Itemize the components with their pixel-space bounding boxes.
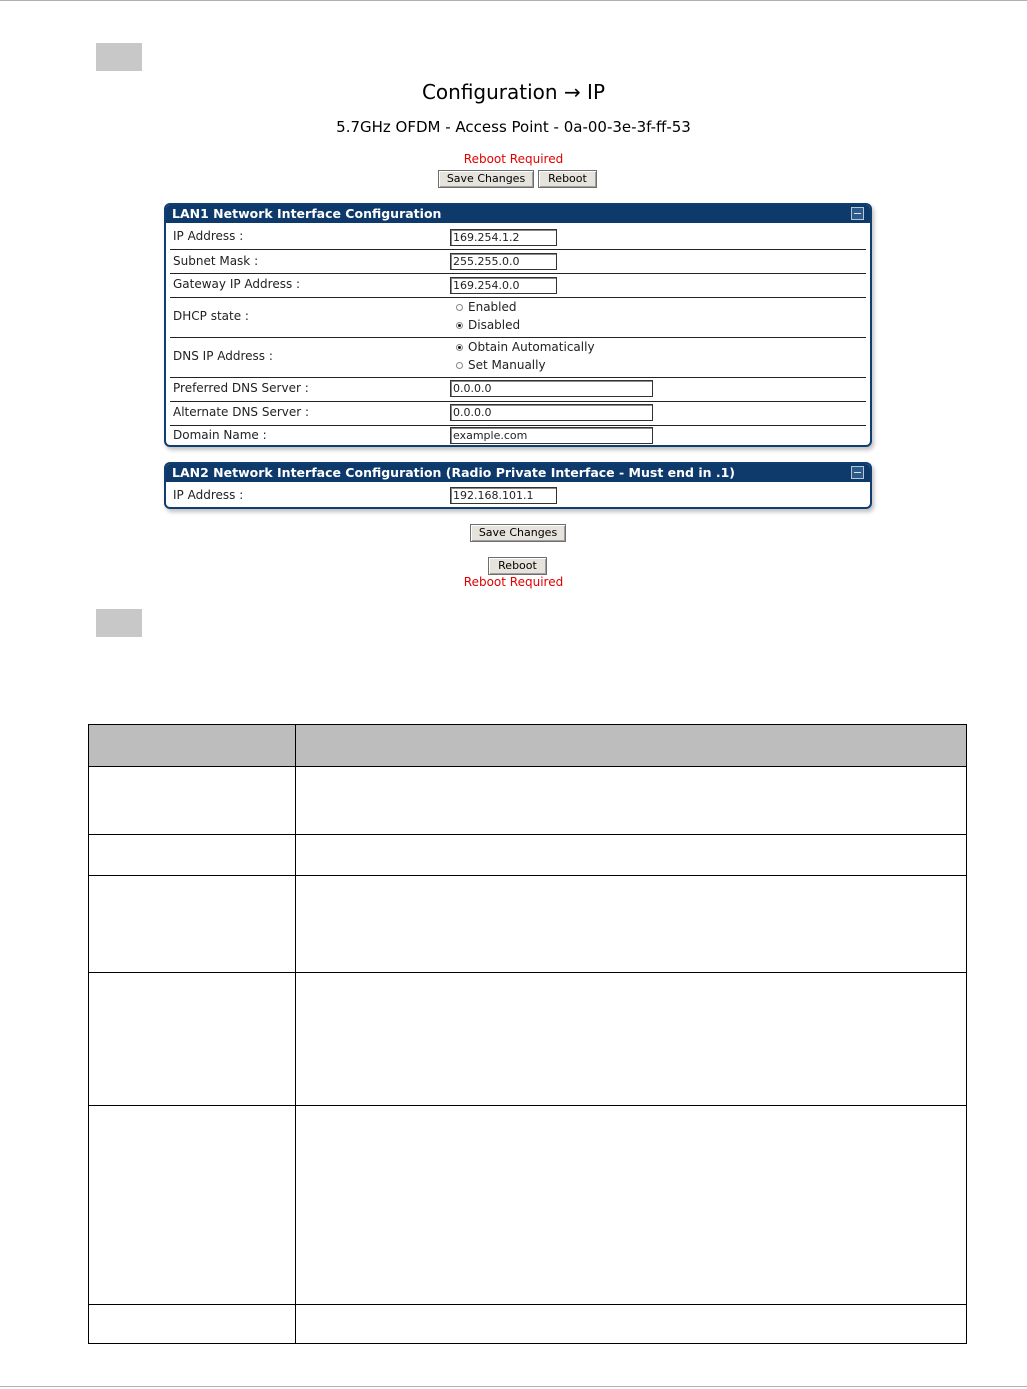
reboot-required-notice-bottom: Reboot Required: [463, 575, 564, 589]
domain-name-label: Domain Name :: [173, 428, 267, 442]
collapse-icon[interactable]: [851, 207, 864, 220]
table-cell: [89, 767, 296, 835]
radio-unchecked-icon: [456, 304, 463, 311]
reboot-required-notice-top: Reboot Required: [463, 152, 564, 166]
reboot-button-bottom[interactable]: Reboot: [488, 557, 547, 575]
table-row: [89, 835, 967, 876]
collapse-icon[interactable]: [851, 466, 864, 479]
lan1-dhcp-label: DHCP state :: [173, 309, 249, 323]
table-cell: [89, 876, 296, 973]
lan2-config-panel: [164, 462, 872, 509]
lan1-panel-header: [166, 205, 870, 223]
table-row: [89, 876, 967, 973]
lan2-panel-title: LAN2 Network Interface Configuration (Radio Private Interface - Must end in .1): [172, 465, 736, 480]
radio-unchecked-icon: [456, 362, 463, 369]
lan1-ip-label: IP Address :: [173, 229, 244, 243]
table-row: [89, 767, 967, 835]
lan1-alt-dns-row: [170, 402, 866, 426]
dns-auto-radio[interactable]: Obtain Automatically: [456, 340, 595, 354]
lan1-subnet-row: [170, 250, 866, 274]
step-marker-1: [96, 43, 142, 71]
lan1-gateway-row: [170, 274, 866, 298]
radio-checked-icon: [456, 344, 463, 351]
save-changes-button-bottom[interactable]: Save Changes: [470, 524, 566, 542]
dhcp-enabled-radio[interactable]: Enabled: [456, 300, 517, 314]
alt-dns-label: Alternate DNS Server :: [173, 405, 310, 419]
pref-dns-label: Preferred DNS Server :: [173, 381, 309, 395]
lan1-gateway-input[interactable]: 169.254.0.0: [450, 277, 557, 294]
table-row: [89, 973, 967, 1106]
lan1-dhcp-row: [170, 298, 866, 338]
table-cell: [296, 973, 967, 1106]
radio-checked-icon: [456, 322, 463, 329]
lan1-pref-dns-row: [170, 378, 866, 402]
table-cell: [89, 1305, 296, 1344]
lan1-domain-row: [170, 426, 866, 445]
dhcp-disabled-radio[interactable]: Disabled: [456, 318, 520, 332]
bottom-divider: [0, 1386, 1027, 1387]
lan2-ip-row: [170, 485, 866, 506]
lan1-panel-title: LAN1 Network Interface Configuration: [172, 206, 442, 221]
table-cell: [296, 767, 967, 835]
lan1-subnet-label: Subnet Mask :: [173, 254, 259, 268]
table-cell: [296, 835, 967, 876]
dns-manual-radio[interactable]: Set Manually: [456, 358, 546, 372]
lan1-dns-row: [170, 338, 866, 378]
domain-name-input[interactable]: example.com: [450, 427, 653, 444]
step-marker-2: [96, 609, 142, 637]
lan1-dns-label: DNS IP Address :: [173, 349, 273, 363]
top-divider: [0, 0, 1027, 1]
save-changes-button-top[interactable]: Save Changes: [438, 170, 534, 188]
table-cell: [89, 973, 296, 1106]
page-subtitle: 5.7GHz OFDM - Access Point - 0a-00-3e-3f-ff-53: [336, 118, 691, 136]
table-header-row: [89, 725, 967, 767]
lan1-subnet-input[interactable]: 255.255.0.0: [450, 253, 557, 270]
lan2-ip-label: IP Address :: [173, 488, 244, 502]
reboot-button-top[interactable]: Reboot: [538, 170, 597, 188]
table-cell: [296, 1305, 967, 1344]
pref-dns-input[interactable]: 0.0.0.0: [450, 380, 653, 397]
table-header-cell: [296, 725, 967, 767]
table-header-cell: [89, 725, 296, 767]
lan1-config-panel: [164, 203, 872, 447]
alt-dns-input[interactable]: 0.0.0.0: [450, 404, 653, 421]
table-row: [89, 1305, 967, 1344]
page-title: Configuration → IP: [421, 80, 606, 104]
lan1-ip-row: [170, 226, 866, 250]
table-cell: [296, 876, 967, 973]
lan1-ip-input[interactable]: 169.254.1.2: [450, 229, 557, 246]
table-row: [89, 1106, 967, 1305]
description-table: [88, 724, 967, 1344]
lan1-gateway-label: Gateway IP Address :: [173, 277, 301, 291]
lan2-panel-header: [166, 464, 870, 482]
table-cell: [89, 835, 296, 876]
table-cell: [296, 1106, 967, 1305]
table-cell: [89, 1106, 296, 1305]
lan2-ip-input[interactable]: 192.168.101.1: [450, 487, 557, 504]
